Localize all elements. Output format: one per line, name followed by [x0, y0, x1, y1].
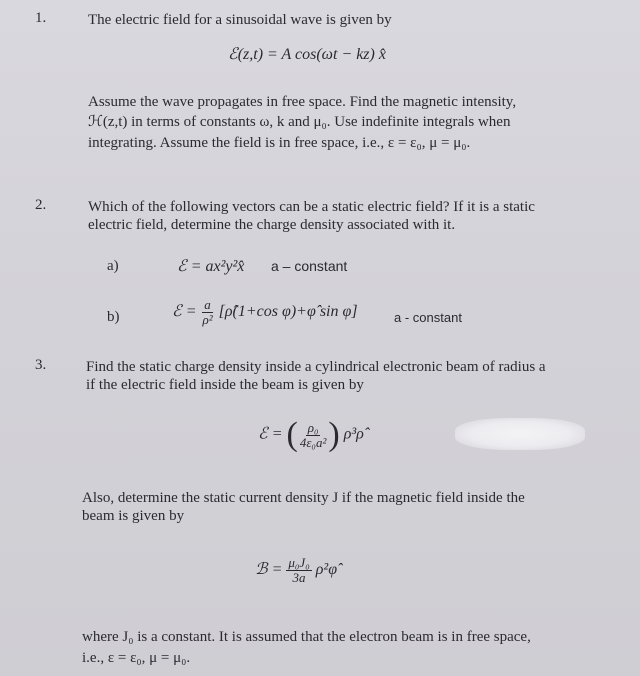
eq1-rhs: ρ³ρ̂: [343, 425, 364, 443]
eq1-lhs: ℰ =: [258, 425, 283, 443]
problem-3-equation-1: [258, 418, 364, 452]
part-b-numerator: a: [204, 297, 211, 312]
eq2-lhs: ℬ =: [255, 561, 283, 579]
eq1-numerator: ρ₀: [307, 419, 319, 435]
problem-2-line-2: electric field, determine the charge density associated with it.: [88, 217, 456, 233]
eq2-rhs: ρ²φ̂: [315, 561, 338, 579]
problem-1-statement: The electric field for a sinusoidal wave is given by: [88, 12, 392, 28]
eq1-denominator: 4ε₀a²: [299, 434, 327, 450]
eq1-left-paren: (: [286, 416, 298, 453]
problem-1-line-3: integrating. Assume the field is in free space, i.e., ε = ε₀, μ = μ₀.: [88, 135, 471, 151]
eq1-fraction: [298, 421, 329, 450]
eq2-denominator: 3a: [292, 570, 306, 585]
problem-3-line-6: i.e., ε = ε₀, μ = μ₀.: [82, 650, 191, 666]
part-b-fraction: [200, 298, 214, 327]
problem-3-line-2: if the electric field inside the beam is given by: [86, 377, 364, 393]
part-a-note: a – constant: [271, 258, 348, 274]
problem-1-number: 1.: [35, 10, 47, 26]
problem-3-line-5: where J₀ is a constant. It is assumed that the electron beam is in free space,: [82, 629, 531, 645]
part-b-note: a - constant: [394, 310, 462, 325]
problem-1-line-1: Assume the wave propagates in free space. Find the magnetic intensity,: [88, 94, 517, 110]
problem-1-equation: ℰ(z,t) = A cos(ωt − kz) x̂: [228, 46, 386, 63]
problem-2-number: 2.: [35, 197, 47, 213]
eq1-right-paren: ): [328, 416, 340, 453]
problem-3-line-3: Also, determine the static current density J if the magnetic field inside the: [82, 490, 525, 506]
part-b-lhs: ℰ =: [172, 303, 197, 321]
eq2-fraction: [286, 556, 311, 585]
problem-1-line-2: ℋ(z,t) in terms of constants ω, k and μ₀. Use indefinite integrals when: [88, 114, 511, 130]
part-b-denominator: ρ²: [202, 312, 213, 327]
problem-3-number: 3.: [35, 357, 47, 373]
problem-3-line-1: Find the static charge density inside a cylindrical electronic beam of radius a: [86, 359, 546, 375]
problem-2-line-1: Which of the following vectors can be a static electric field? If it is a static: [88, 199, 535, 215]
part-a-equation: ℰ = ax²y²x̂: [177, 258, 245, 275]
problem-3-equation-2: [255, 556, 337, 585]
eq2-numerator: μ₀J₀: [288, 555, 310, 570]
part-b-rhs: [ρ̂(1+cos φ)+φ̂ sin φ]: [218, 303, 358, 321]
problem-3-line-4: beam is given by: [82, 508, 185, 524]
part-a-label: a): [107, 258, 119, 274]
part-b-label: b): [107, 309, 120, 325]
image-smudge: [455, 418, 585, 450]
part-b-equation: [172, 298, 358, 327]
